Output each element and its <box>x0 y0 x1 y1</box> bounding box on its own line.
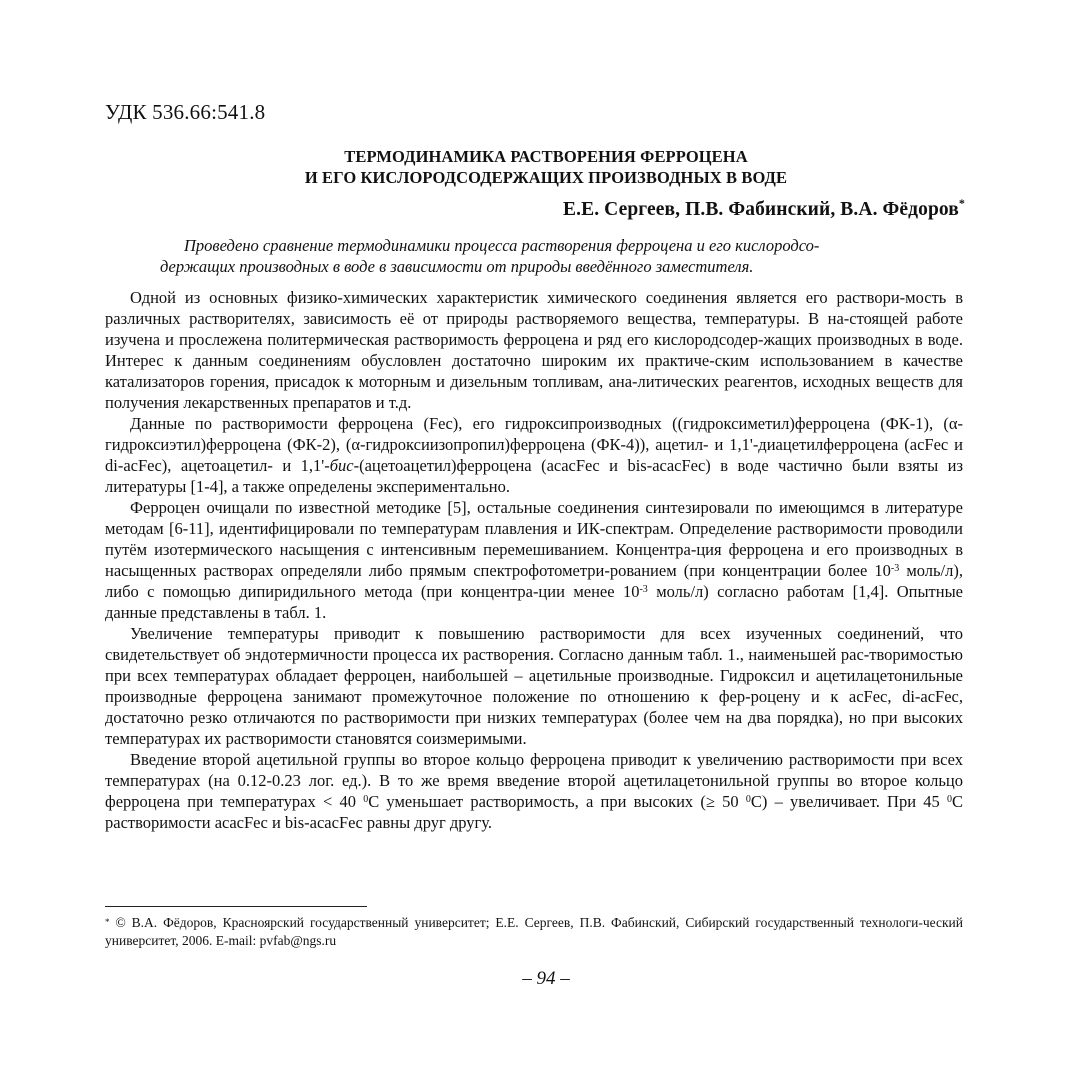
paragraph-3-text-b: моль/л), либо с помощью дипиридильного метода (при концентра-ции менее 10 <box>105 561 964 601</box>
article-title-line-1: ТЕРМОДИНАМИКА РАСТВОРЕНИЯ ФЕРРОЦЕНА <box>344 147 748 166</box>
abstract <box>160 235 920 277</box>
page-number: – 94 – <box>522 968 570 989</box>
paragraph-3 <box>105 497 963 623</box>
paragraph-4: Увеличение температуры приводит к повышению растворимости для всех изученных соединений, что свидетельствует об эндотермичности процесса их растворения. Согласно данным табл. 1., наименьшей рас-творимостью при всех температурах обладает ферроцен, наибольшей – ацетильные производные. Гидроксил и ацетилацетонильные производные ферроцена занимают промежуточное положение по отношению к фер-роцену и к acFec, di-acFec, достаточно резко отличаются по растворимости при низких температурах (более чем на два порядка), но при высоких температурах их растворимости становятся соизмеримыми. <box>105 624 963 748</box>
paragraph-1: Одной из основных физико-химических характеристик химического соединения является его раствори-мость в различных растворителях, зависимость её от природы растворяемого вещества, температуры. В на-стоящей работе изучена и прослежена политермическая растворимость ферроцена и ряд его кислородсодер-жащих производных в воде. Интерес к данным соединениям обусловлен достаточно широким их практиче-ским использованием в качестве катализаторов горения, присадок к моторным и дизельным топливам, ана-литических реагентов, исходных веществ для получения лекарственных препаратов и т.д. <box>105 288 963 412</box>
paragraph-2-italic: бис <box>329 456 354 475</box>
abstract-line-1: Проведено сравнение термодинамики процесса растворения ферроцена и его кислородсо- <box>184 236 820 255</box>
paragraph-3-text-c: моль/л) согласно работам [1,4]. Опытные данные представлены в табл. 1. <box>105 582 963 622</box>
authors <box>563 196 965 221</box>
paragraph-5-text-d: С растворимости acacFec и bis-acacFec равны друг другу. <box>105 792 963 832</box>
paragraph-3-exponent-1: -3 <box>890 563 900 574</box>
authors-names: Е.Е. Сергеев, П.В. Фабинский, В.А. Фёдоров <box>563 199 959 220</box>
paragraph-5-degree-3: 0 <box>946 794 952 805</box>
paragraph-3-text-a: Ферроцен очищали по известной методике [5], остальные соединения синтезировали по имеющимся в литературе методам [6-11], идентифицировали по температурам плавления и ИК-спектрам. Определение растворимости проводили путём изотермического насыщения с интенсивным перемешиванием. Концентра-ция ферроцена и его производных в насыщенных растворах определяли либо прямым спектрофотометри-рованием (при концентрации более 10 <box>105 498 963 580</box>
abstract-line-2: держащих производных в воде в зависимости от природы введённого заместителя. <box>160 257 754 276</box>
paragraph-2-text-b: -(ацетоацетил)ферроцена (acacFec и bis-acacFec) в воде частично были взяты из литературы [1-4], а также определены экспериментально. <box>105 456 963 496</box>
paragraph-5-degree-2: 0 <box>745 794 751 805</box>
authors-footnote-mark: * <box>958 196 965 210</box>
paragraph-3-exponent-2: -3 <box>639 584 648 595</box>
paragraph-5-text-c: С) – увеличивает. При 45 <box>750 792 947 811</box>
footnote-divider <box>105 906 367 907</box>
paragraph-2-text-a: Данные по растворимости ферроцена (Fec), его гидроксипроизводных ((гидроксиметил)ферроцена (ФК-1), (α-гидроксиэтил)ферроцена (ФК-2), (α-гидроксиизопропил)ферроцена (ФК-4)), ацетил- и 1,1'-диацетилферроцена (acFec и di-acFec), ацетоацетил- и 1,1'- <box>105 414 963 475</box>
footnote-text: © В.А. Фёдоров, Красноярский государственный университет; Е.Е. Сергеев, П.В. Фабинский, Сибирский государственный технологи-ческий университет, 2006. E-mail: pvfab@ngs.ru <box>105 915 963 948</box>
paragraph-2 <box>105 413 963 497</box>
footnote <box>105 914 963 950</box>
paragraph-5-text-a: Введение второй ацетильной группы во второе кольцо ферроцена приводит к увеличению растворимости при всех температурах (на 0.12-0.23 лог. ед.). В то же время введение второй ацетилацетонильной группы во второе кольцо ферроцена при температурах < 40 <box>105 750 963 811</box>
footnote-mark: * <box>105 917 110 927</box>
article-body <box>105 287 963 833</box>
paragraph-5 <box>105 749 963 833</box>
paragraph-5-text-b: С уменьшает растворимость, а при высоких (≥ 50 <box>368 792 746 811</box>
article-title-line-2: И ЕГО КИСЛОРОДСОДЕРЖАЩИХ ПРОИЗВОДНЫХ В ВОДЕ <box>304 168 788 187</box>
udc-code: УДК 536.66:541.8 <box>105 100 266 124</box>
paragraph-5-degree-1: 0 <box>363 794 369 805</box>
